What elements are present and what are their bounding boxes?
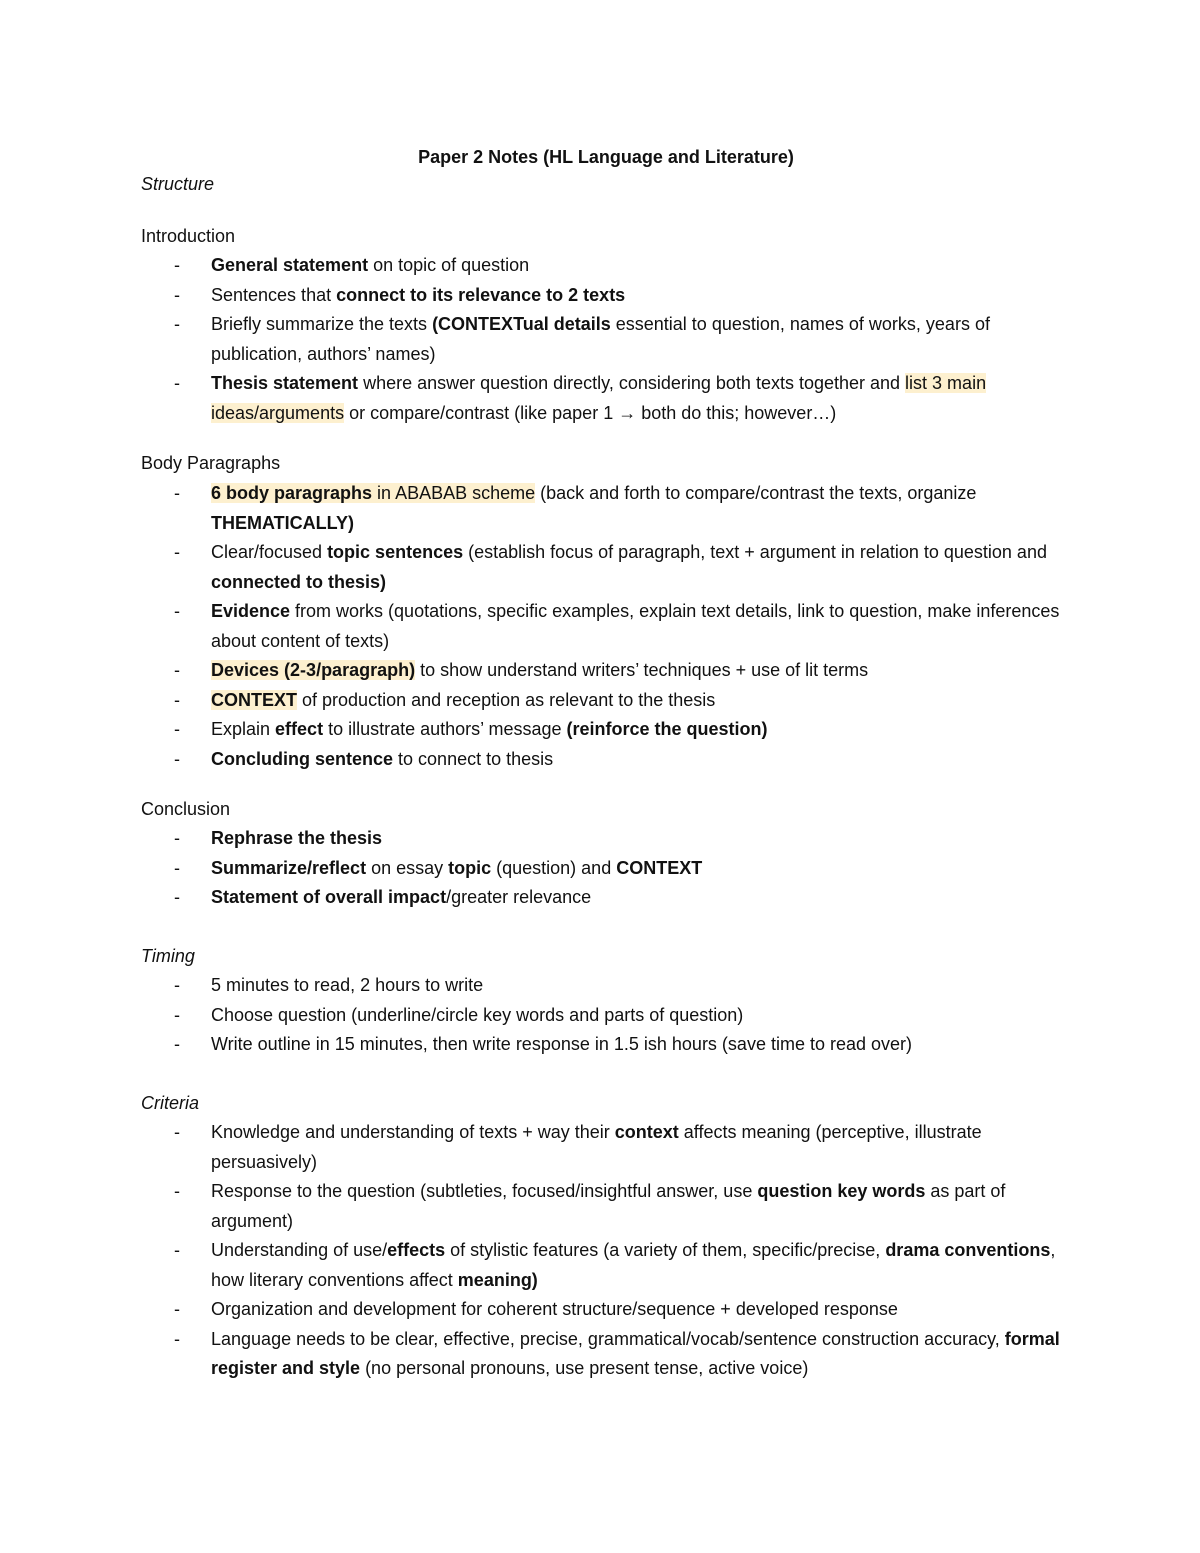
bullet-dash: - — [174, 542, 180, 562]
text-run: of production and reception as relevant to the thesis — [297, 689, 716, 710]
text-run: Response to the question (subtleties, focused/insightful answer, use — [211, 1181, 758, 1201]
bullet-dash: - — [174, 1328, 180, 1349]
text-run: Language needs to be clear, effective, precise, grammatical/vocab/sentence construction accuracy, — [211, 1328, 1005, 1349]
conclusion-heading: Conclusion — [141, 799, 231, 819]
highlighted-text: Devices (2-3/paragraph) — [211, 660, 416, 680]
highlighted-text: CONTEXT — [211, 689, 298, 710]
bullet-dash: - — [174, 857, 180, 878]
list-item — [141, 310, 1071, 369]
bold-text: topic — [448, 857, 492, 878]
bullet-dash: - — [174, 1240, 180, 1260]
list-item — [141, 1001, 1071, 1031]
bold-text: effect — [275, 719, 324, 739]
bullet-dash: - — [174, 1034, 180, 1054]
bullet-dash: - — [174, 689, 180, 710]
list-item — [141, 479, 1071, 538]
bullet-dash: - — [174, 719, 180, 739]
document-title: Paper 2 Notes (HL Language and Literature) — [418, 147, 794, 167]
bold-text: Rephrase the thesis — [211, 828, 383, 848]
bullet-dash: - — [174, 828, 180, 848]
structure-label: Structure — [141, 174, 215, 194]
introduction-list — [141, 251, 1071, 428]
criteria-label: Criteria — [141, 1093, 200, 1113]
timing-list — [141, 971, 1071, 1060]
list-item — [141, 281, 1071, 311]
bold-text: Concluding sentence — [211, 748, 394, 769]
list-item — [141, 597, 1071, 656]
list-item — [141, 686, 1071, 716]
text-run: (establish focus of paragraph, text + argument in relation to question and — [463, 542, 1047, 562]
list-item — [141, 1295, 1071, 1325]
text-run: (question) and — [491, 857, 617, 878]
bold-text: connected to thesis) — [211, 571, 387, 592]
list-item — [141, 1177, 1071, 1236]
bold-text: THEMATICALLY) — [211, 512, 354, 533]
text-run: Clear/focused — [211, 542, 328, 562]
list-item — [141, 538, 1071, 597]
text-run: on topic of question — [368, 255, 530, 275]
bold-text: formal register and style — [211, 1328, 1060, 1378]
bold-text: Evidence — [211, 601, 291, 621]
text-run: as part of argument) — [211, 1181, 1006, 1231]
text-run: essential to question, names of works, years of publication, authors’ names) — [211, 314, 990, 364]
text-run: to show understand writers’ techniques + use of lit terms — [415, 660, 869, 680]
list-item — [141, 656, 1071, 686]
bold-text: effects — [387, 1240, 446, 1260]
bold-text: context — [614, 1122, 679, 1142]
highlighted-text: list 3 main ideas/arguments — [211, 373, 987, 423]
bold-text: Thesis statement — [211, 373, 359, 393]
text-run: Explain — [211, 719, 276, 739]
body-paragraphs-heading: Body Paragraphs — [141, 453, 281, 473]
bold-text: question key words — [757, 1181, 926, 1201]
bullet-dash: - — [174, 284, 180, 305]
list-item — [141, 369, 1071, 428]
text-run: , how literary conventions affect — [211, 1240, 1056, 1290]
list-item — [141, 883, 1071, 913]
list-item — [141, 824, 1071, 854]
list-item — [141, 1030, 1071, 1060]
highlighted-text: in ABABAB scheme — [372, 483, 536, 503]
text-run: Knowledge and understanding of texts + way their — [211, 1122, 615, 1142]
bullet-dash: - — [174, 1299, 180, 1319]
bold-text: Summarize/reflect — [211, 857, 367, 878]
list-item — [141, 1236, 1071, 1295]
text-run: Briefly summarize the texts — [211, 314, 433, 334]
text-run: where answer question directly, considering both texts together and — [358, 373, 906, 393]
bold-text: drama conventions — [885, 1240, 1051, 1260]
text-run: of stylistic features (a variety of them, specific/precise, — [445, 1240, 886, 1260]
list-item — [141, 251, 1071, 281]
bullet-dash: - — [174, 1181, 180, 1201]
list-item — [141, 971, 1071, 1001]
bullet-dash: - — [174, 483, 180, 503]
bullet-dash: - — [174, 1122, 180, 1142]
bold-text: connect to its relevance to 2 texts — [336, 284, 626, 305]
bold-text: (reinforce the question) — [566, 719, 768, 739]
list-item — [141, 1118, 1071, 1177]
bold-text: (CONTEXTual details — [432, 314, 611, 334]
text-run: (no personal pronouns, use present tense, active voice) — [360, 1358, 809, 1378]
text-run: 5 minutes to read, 2 hours to write — [211, 975, 484, 995]
introduction-heading: Introduction — [141, 226, 236, 246]
text-run: affects meaning (perceptive, illustrate persuasively) — [211, 1122, 982, 1172]
text-run: to connect to thesis — [393, 748, 554, 769]
text-run: to illustrate authors’ message — [323, 719, 567, 739]
text-run: /greater relevance — [446, 887, 592, 907]
bold-text: topic sentences — [327, 542, 464, 562]
highlighted-text: 6 body paragraphs — [211, 483, 373, 503]
text-run: Organization and development for coherent structure/sequence + developed response — [211, 1299, 898, 1319]
text-run: Sentences that — [211, 284, 337, 305]
bullet-dash: - — [174, 887, 180, 907]
list-item — [141, 745, 1071, 775]
bullet-dash: - — [174, 314, 180, 334]
criteria-list — [141, 1118, 1071, 1384]
bold-text: General statement — [211, 255, 369, 275]
bullet-dash: - — [174, 660, 180, 680]
bullet-dash: - — [174, 601, 180, 621]
list-item — [141, 1325, 1071, 1384]
text-run: Choose question (underline/circle key words and parts of question) — [211, 1004, 744, 1025]
list-item — [141, 854, 1071, 884]
conclusion-list — [141, 824, 1071, 913]
bold-text: Statement of overall impact — [211, 887, 447, 907]
bold-text: meaning) — [457, 1269, 538, 1290]
text-run: on essay — [366, 857, 449, 878]
text-run: or compare/contrast (like paper 1 → both do this; however…) — [344, 402, 837, 423]
bullet-dash: - — [174, 373, 180, 393]
body-paragraphs-list — [141, 479, 1071, 774]
text-run: from works (quotations, specific examples, explain text details, link to question, make inferences about content of texts) — [211, 601, 1060, 651]
bullet-dash: - — [174, 748, 180, 769]
bullet-dash: - — [174, 975, 180, 995]
list-item — [141, 715, 1071, 745]
text-run: (back and forth to compare/contrast the texts, organize — [535, 483, 977, 503]
text-run: Write outline in 15 minutes, then write response in 1.5 ish hours (save time to read over) — [211, 1034, 913, 1054]
bullet-dash: - — [174, 255, 180, 275]
timing-label: Timing — [141, 946, 195, 966]
text-run: Understanding of use/ — [211, 1240, 388, 1260]
bullet-dash: - — [174, 1004, 180, 1025]
bold-text: CONTEXT — [616, 857, 703, 878]
